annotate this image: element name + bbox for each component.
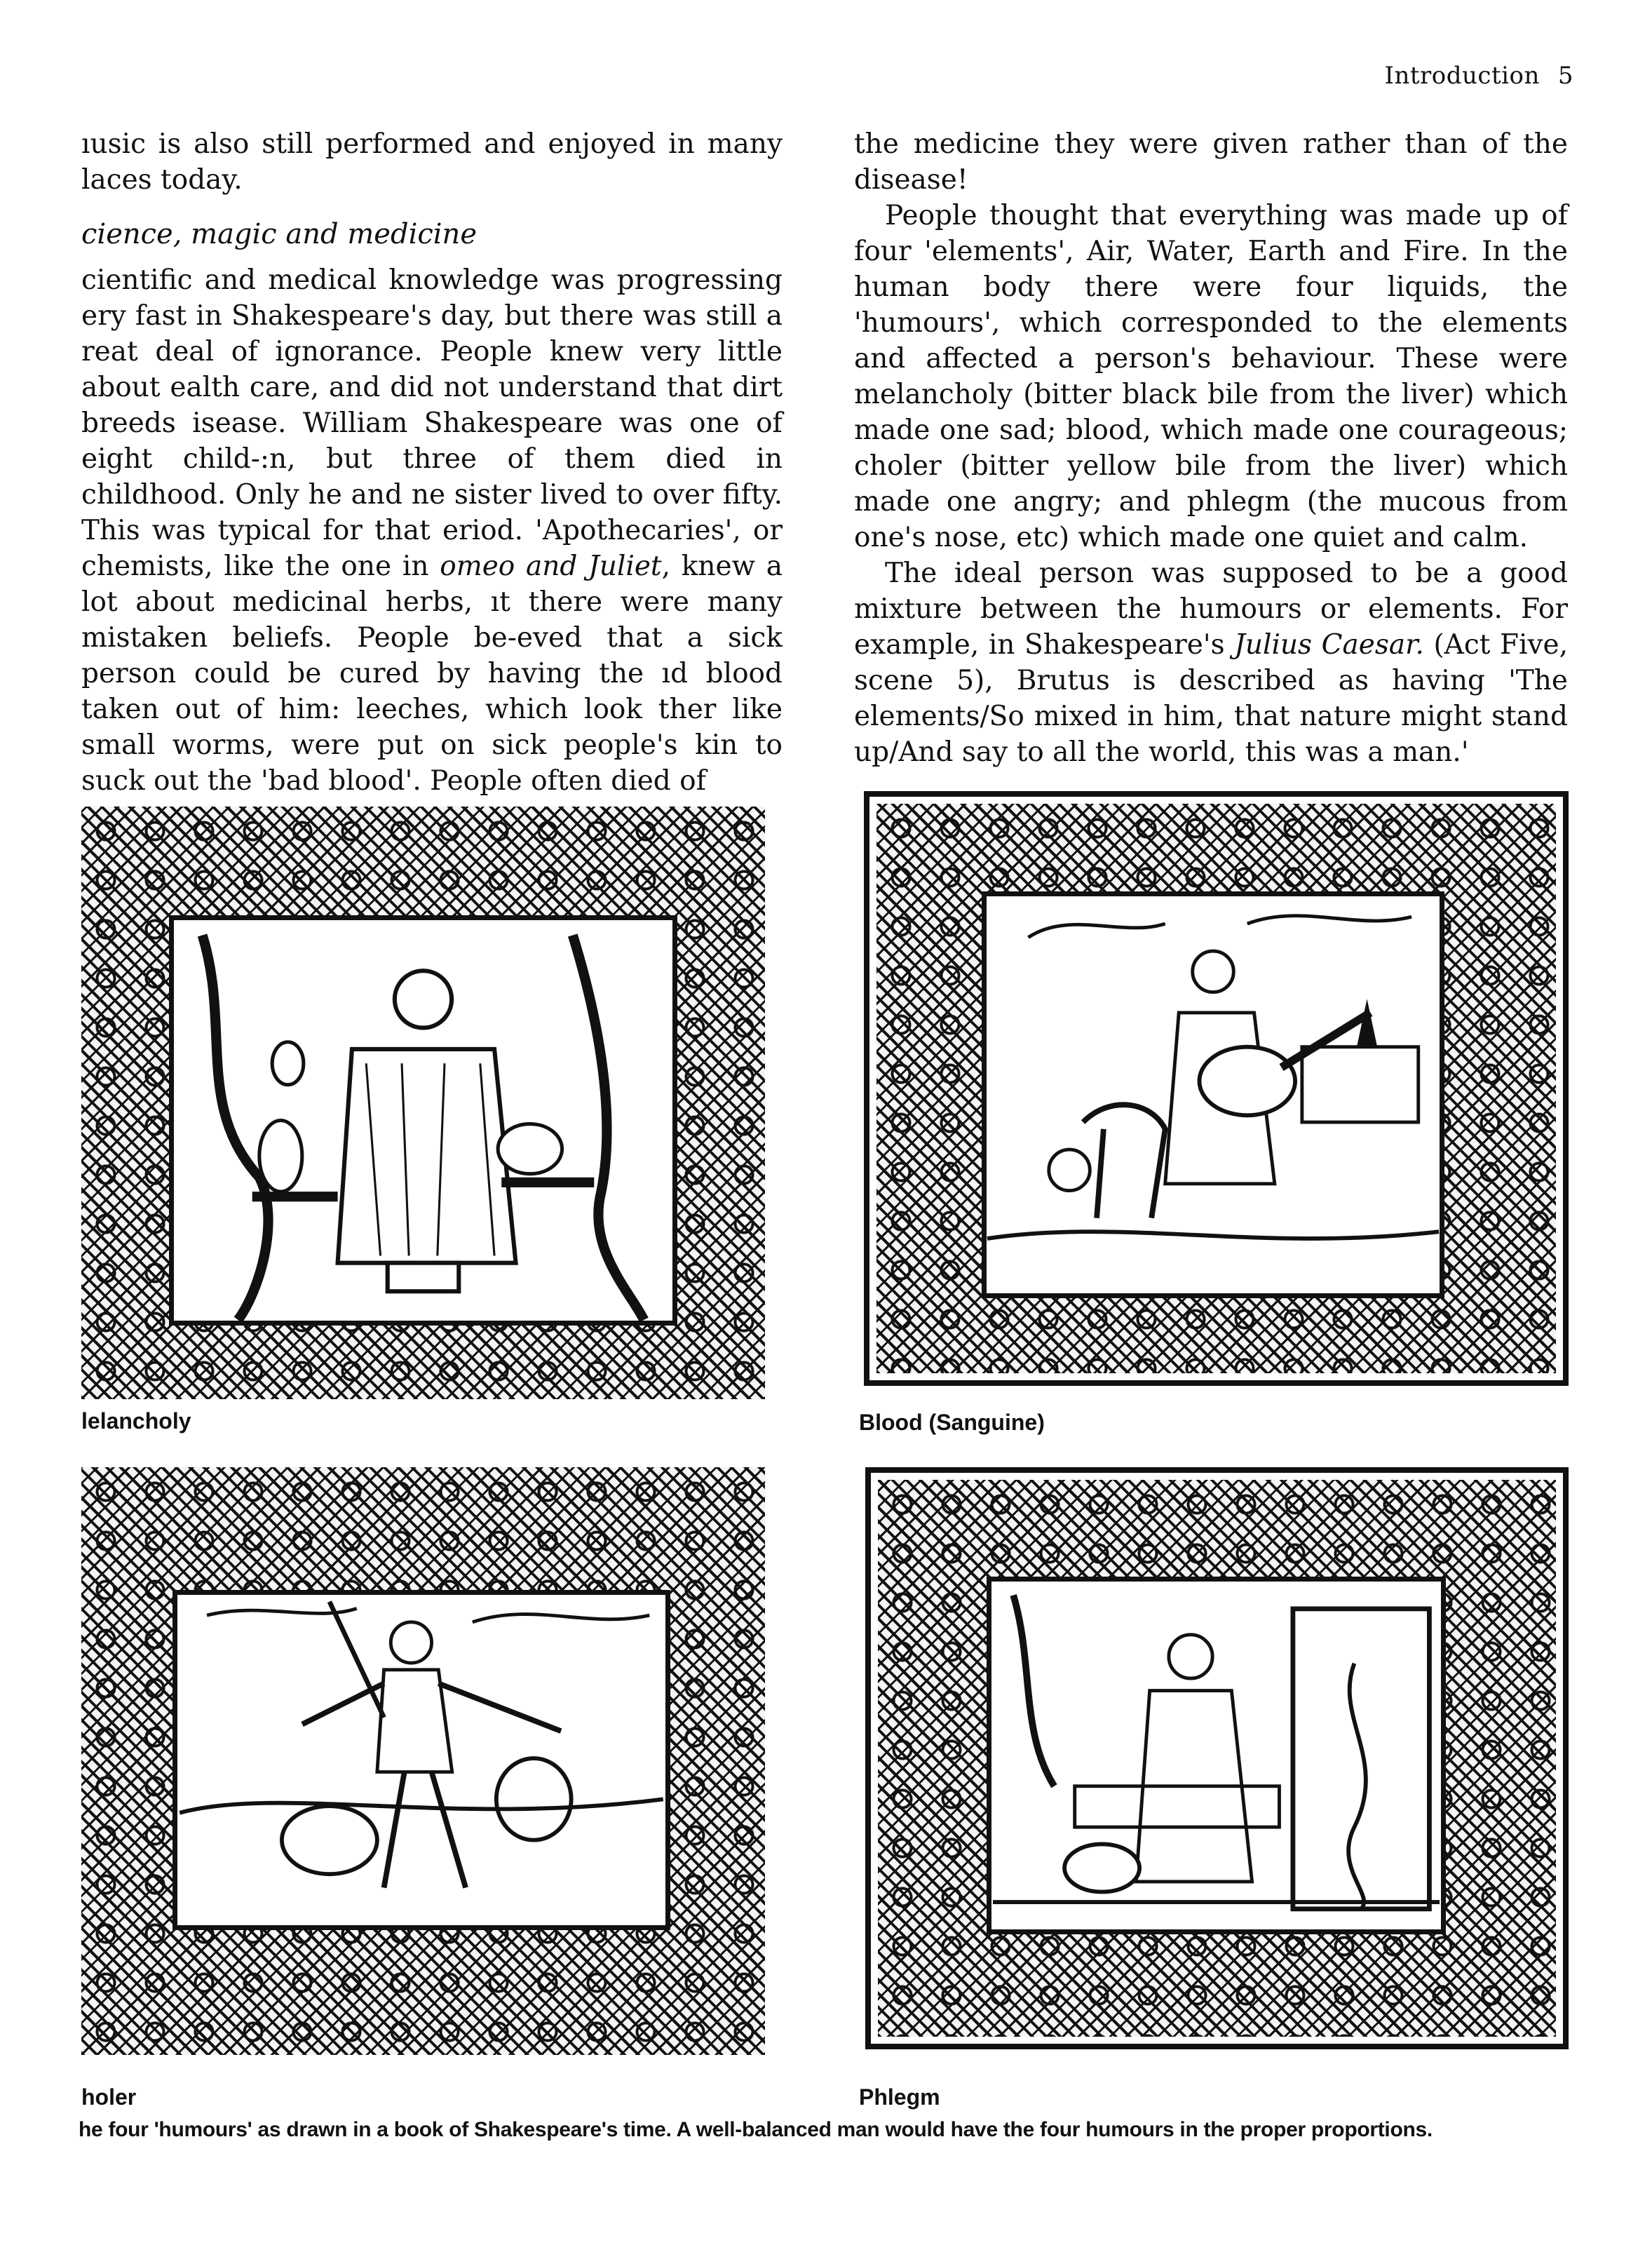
- paragraph: the medicine they were given rather than of the disease!: [854, 128, 1568, 196]
- right-column: [854, 126, 1568, 770]
- text: The ideal person was supposed to be a good mixture between the humours or elements. For example, in Shakespeare's: [854, 558, 1568, 661]
- woodcut-scene: [982, 891, 1444, 1298]
- left-column: [81, 126, 783, 799]
- woodcut-scene: [172, 1590, 670, 1930]
- paragraph: ıusic is also still performed and enjoyed in many laces today.: [81, 128, 783, 196]
- woodcut-scene: [987, 1577, 1446, 1934]
- plate-caption: Phlegm: [859, 2084, 940, 2110]
- text: cientific and medical knowledge was progressing ery fast in Shakespeare's day, but there was still a reat deal of ignorance. People knew very little about ealth care, and did not understand that dirt breeds isease. William Shakespeare was one of eight child-:n, but three of them died in childhood. Only he and ne sister lived to over fifty. This was typical for that eriod. 'Apothecaries', or chemists, like the one in: [81, 264, 783, 582]
- woodcut-phlegm: [865, 1467, 1569, 2049]
- section-heading: cience, magic and medicine: [81, 218, 477, 250]
- woodcut-scene: [169, 915, 677, 1326]
- lute-player-illustration: [987, 896, 1440, 1293]
- paragraph: [854, 555, 1568, 770]
- running-head: [1385, 62, 1573, 90]
- figure-with-sword-illustration: [177, 1595, 665, 1925]
- woodcut-blood: [864, 791, 1569, 1386]
- paragraph: People thought that everything was made up of four 'elements', Air, Water, Earth and Fire. In the human body there were four liquids, the 'humours', which corresponded to the elements and affected a person's behaviour. These were melancholy (bitter black bile from the liver) which made one sad; blood, which made one courageous; choler (bitter yellow bile from the liver) which made one angry; and phlegm (the mucous from one's nose, etc) which made one quiet and calm.: [854, 200, 1568, 553]
- play-title: Julius Caesar.: [1234, 629, 1424, 661]
- woodcut-choler: [81, 1467, 765, 2055]
- scholar-illustration: [174, 920, 672, 1321]
- section-title: Introduction: [1384, 62, 1540, 90]
- text: , knew a lot about medicinal herbs, ıt there were many mistaken beliefs. People be-eved that a sick person could be cured by having the ıd blood taken out of him: leeches, which look ther like small worms, were put on sick people's kin to suck out the 'bad blood'. People often died of: [81, 551, 783, 797]
- plate-caption: holer: [81, 2084, 137, 2110]
- plate-caption: lelancholy: [81, 1408, 191, 1434]
- page-number: 5: [1557, 62, 1573, 90]
- figure-caption: he four 'humours' as drawn in a book of Shakespeare's time. A well-balanced man would have the four humours in the proper proportions.: [79, 2118, 1433, 2141]
- text: (Act Five, scene 5), Brutus is described as having 'The elements/So mixed in him, that nature might stand up/And say to all the world, this was a man.': [854, 629, 1569, 768]
- paragraph: [81, 262, 783, 799]
- plate-caption: Blood (Sanguine): [859, 1410, 1045, 1435]
- woodcut-melancholy: [81, 807, 765, 1399]
- seated-figure-illustration: [991, 1582, 1441, 1929]
- play-title: omeo and Juliet: [440, 551, 662, 582]
